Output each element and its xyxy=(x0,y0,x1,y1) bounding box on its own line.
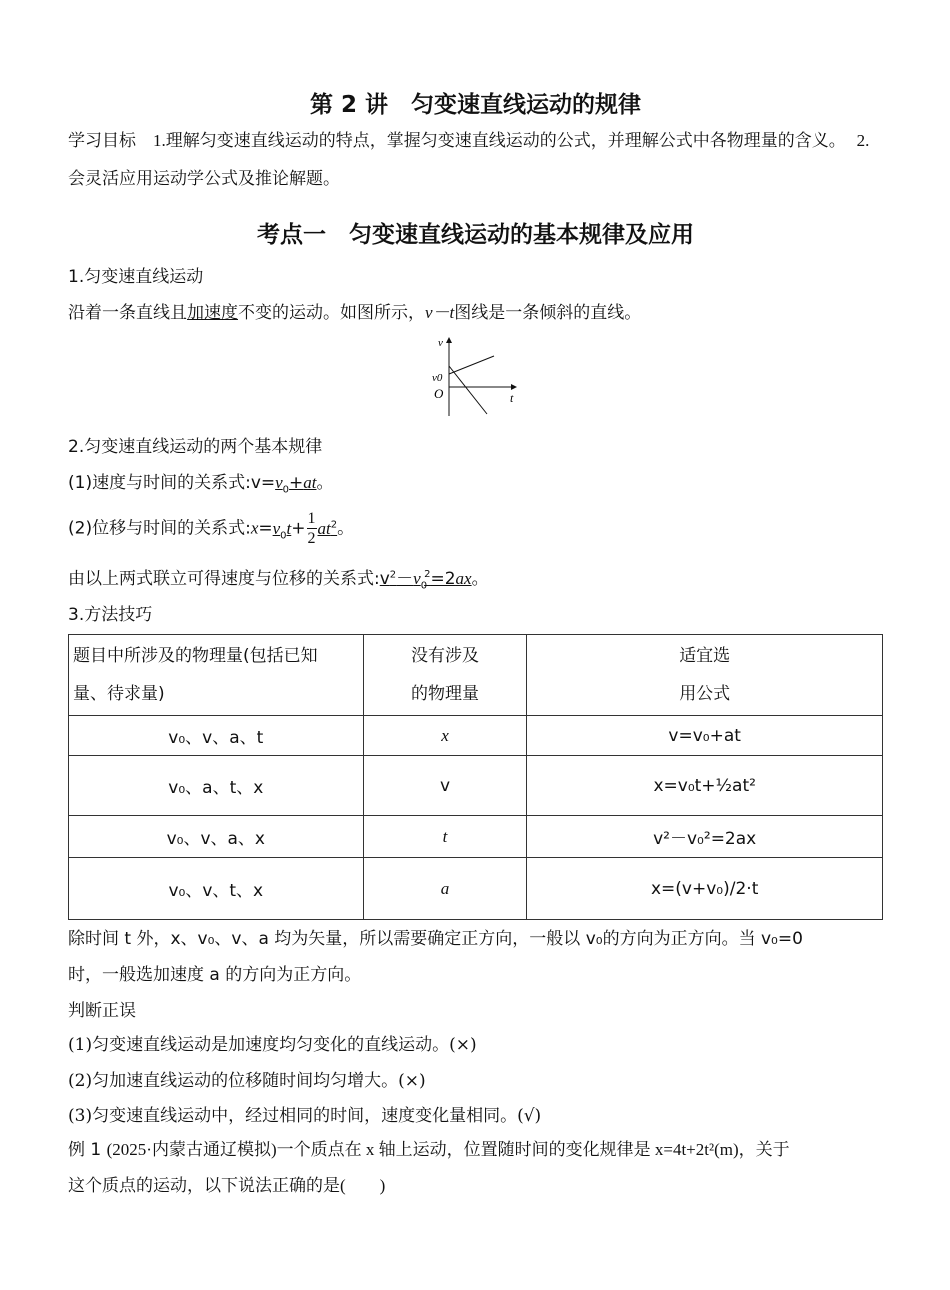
example-source: (2025·内蒙古通辽模拟) xyxy=(106,1140,277,1159)
law-displacement: (2)位移与时间的关系式$:x=v_0t+$ $\frac{1}{2}$ $at^2$。 xyxy=(68,509,355,547)
table-row xyxy=(69,716,883,756)
row-missing: t xyxy=(363,816,527,858)
part1-text: 沿着一条直线且加速度不变的运动。如图所示，v－t图线是一条倾斜的直线。 xyxy=(68,303,642,323)
law-velocity-displacement: 由以上两式联立可得速度与位移的关系式$:v^2-v_0^2=2ax$。 xyxy=(68,569,489,592)
judge-item: (3)匀变速直线运动中，经过相同的时间，速度变化量相同。(√) xyxy=(68,1106,542,1126)
judge-heading: 判断正误 xyxy=(68,1001,136,1021)
methods-table xyxy=(68,634,883,920)
vector-note-1: 除时间 t 外，x、v₀、v、a 均为矢量，所以需要确定正方向，一般以 v₀的方向为正方向。当 v₀=0 xyxy=(68,929,803,949)
row-quantities: v₀、v、a、t xyxy=(69,716,364,756)
row-formula: x=v₀t+½at² xyxy=(527,756,883,816)
part1-heading: 1.匀变速直线运动 xyxy=(68,267,204,287)
goal-text-2: 2.会灵活应用运动学公式及推论解题。 xyxy=(68,131,870,188)
v-axis-label: v xyxy=(438,337,443,349)
vector-note-2: 时，一般选加速度 a 的方向为正方向。 xyxy=(68,965,362,985)
table-header-row xyxy=(69,635,883,716)
row-quantities: v₀、v、a、x xyxy=(69,816,364,858)
part3-heading: 3.方法技巧 xyxy=(68,605,153,625)
section-title: 考点一 匀变速直线运动的基本规律及应用 xyxy=(257,222,694,248)
v0-label: v0 xyxy=(432,372,443,384)
origin-label: O xyxy=(434,386,444,401)
row-formula: x=(v+v₀)/2·t xyxy=(527,858,883,920)
goal-label: 学习目标 xyxy=(68,131,136,151)
lesson-title: 第 2 讲 匀变速直线运动的规律 xyxy=(309,92,642,118)
vt-label: v－t xyxy=(425,303,455,322)
judge-item: (1)匀变速直线运动是加速度均匀变化的直线运动。(×) xyxy=(68,1035,477,1055)
table-row xyxy=(69,816,883,858)
example-line-2: 这个质点的运动，以下说法正确的是( ) xyxy=(68,1176,386,1195)
row-quantities: v₀、v、t、x xyxy=(69,858,364,920)
example-line-1 xyxy=(68,1135,883,1160)
example-text-1: 一个质点在 x 轴上运动，位置随时间的变化规律是 x=4t+2t²(m)，关于 xyxy=(276,1140,790,1159)
learning-goal xyxy=(68,122,883,198)
falling-line xyxy=(449,366,487,414)
header-missing: 没有涉及 的物理量 xyxy=(363,635,527,716)
row-missing: v xyxy=(363,756,527,816)
goal-text-1: 1.理解匀变速直线运动的特点，掌握匀变速直线运动的公式，并理解公式中各物理量的含义。 xyxy=(153,131,846,150)
law-velocity: (1)速度与时间的关系式$:v=v_0+at$。 xyxy=(68,473,334,496)
row-quantities: v₀、a、t、x xyxy=(69,756,364,816)
acceleration-term: 加速度 xyxy=(187,303,238,323)
judge-item: (2)匀加速直线运动的位移随时间均匀增大。(×) xyxy=(68,1071,426,1091)
header-formula: 适宜选 用公式 xyxy=(527,635,883,716)
vt-graph xyxy=(418,332,598,422)
rising-line xyxy=(449,356,494,374)
row-formula: v=v₀+at xyxy=(527,716,883,756)
header-quantities: 题目中所涉及的物理量(包括已知 量、待求量) xyxy=(69,635,364,716)
row-missing: x xyxy=(363,716,527,756)
table-row xyxy=(69,858,883,920)
row-formula: v²－v₀²=2ax xyxy=(527,816,883,858)
row-missing: a xyxy=(363,858,527,920)
table-row xyxy=(69,756,883,816)
t-axis-label: t xyxy=(510,391,514,405)
example-label: 例 1 xyxy=(68,1140,102,1160)
part2-heading: 2.匀变速直线运动的两个基本规律 xyxy=(68,437,323,457)
